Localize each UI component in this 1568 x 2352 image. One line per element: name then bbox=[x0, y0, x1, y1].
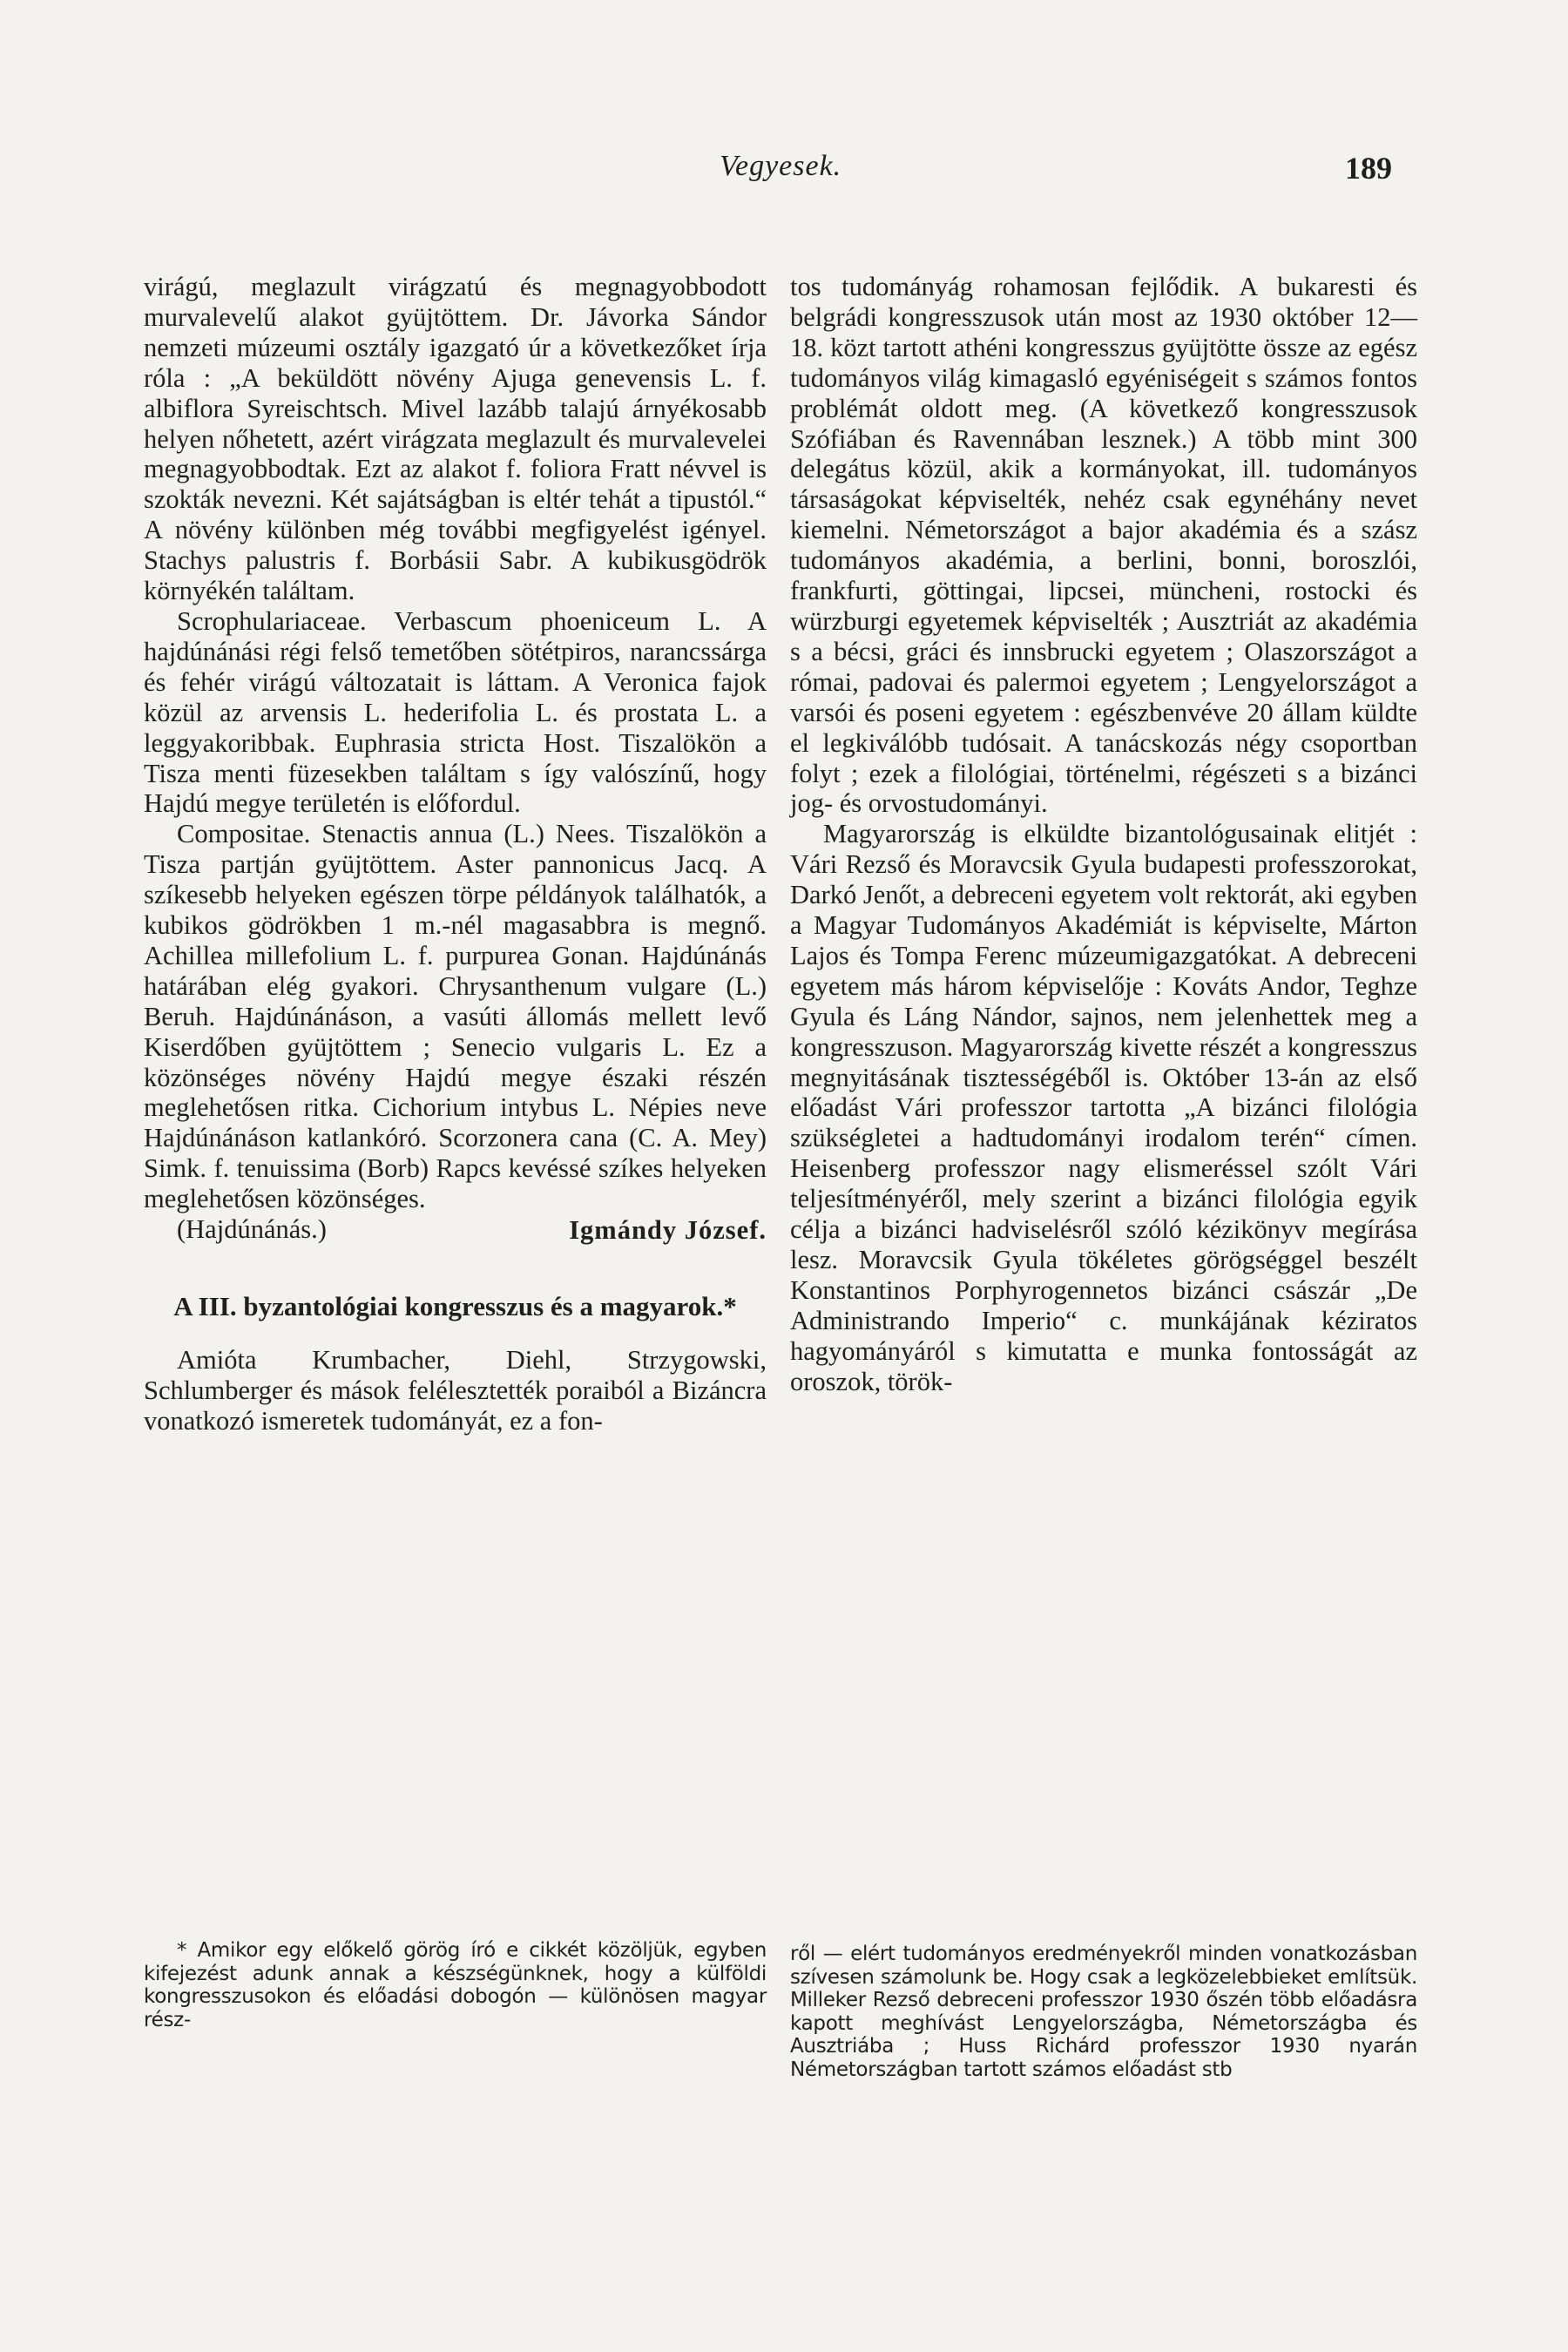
footnote-right-text: ről — elért tudományos eredményekről minden vonatkozásban szívesen számolunk be. Hogy csak a legközelebbieket említsük. Milleker Rezső debreceni professzor 1930 őszén több előadásra kapott meghívást Lengyelországba, Németországba és Ausztriába ; Huss Richárd professzor 1930 nyarán Németországban tartott számos előadást stb bbox=[790, 1943, 1417, 2081]
right-paragraph-1: tos tudományág rohamosan fejlődik. A bukaresti és belgrádi kongresszusok után most az 1930 október 12—18. közt tartott athéni kongresszus gyüjtötte össze az egész tudományos világ kimagasló egyéniségeit s számos fontos problémát oldott meg. (A következő kongresszusok Szófiában és Ravennában lesznek.) A több mint 300 delegátus közül, akik a kormányokat, ill. tudományos társaságokat képviselték, nehéz csak egynéhány nevet kiemelni. Németországot a bajor akadémia és a szász tudományos akadémia, a berlini, bonni, boroszlói, frankfurti, göttingai, lipcsei, müncheni, rostocki és würzburgi egyetemek képviselték ; Ausztriát az akadémia s a bécsi, gráci és innsbrucki egyetem ; Olaszországot a római, padovai és palermoi egyetem ; Lengyelországot a varsói és poseni egyetem : egészbenvéve 20 állam küldte el legkiválóbb tudósait. A tanácskozás négy csoportban folyt ; ezek a filológiai, történelmi, régészeti s a bizánci jog- és orvostudományi. bbox=[790, 272, 1417, 819]
author-signature: Igmándy József. bbox=[569, 1215, 767, 1245]
footnote-left-text: * Amikor egy előkelő görög író e cikkét közöljük, egyben kifejezést adunk annak a készségünknek, hogy a külföldi kongresszusokon és előadási dobogón — különösen magyar rész- bbox=[144, 1939, 767, 2031]
left-paragraph-scrophulariaceae: Scrophulariaceae. Verbascum phoeniceum L. A hajdúnánási régi felső temetőben sötétpiros, narancssárga és fehér virágú változatait is láttam. A Veronica fajok közül az arvensis L. hederifolia L. és prostata L. a leggyakoribbak. Euphrasia stricta Host. Tiszalökön a Tisza menti füzesekben találtam s így valószínű, hogy Hajdú megye területén is előfordul. bbox=[144, 605, 767, 819]
footnote-left bbox=[144, 1939, 767, 2031]
left-paragraph-intro: Amióta Krumbacher, Diehl, Strzygowski, Schlumberger és mások felélesztették poraiból a Bizáncra vonatkozó ismeretek tudományát, ez a fon- bbox=[144, 1344, 767, 1436]
right-paragraph-2: Magyarország is elküldte bizantológusainak elitjét : Vári Rezső és Moravcsik Gyula budapesti professzorokat, Darkó Jenőt, a debreceni egyetem volt rektorát, aki egyben a Magyar Tudományos Akadémiát is képviselte, Márton Lajos és Tompa Ferenc múzeumigazgatókat. A debreceni egyetem más három képviselője : Kováts Andor, Teghze Gyula és Láng Nándor, sajnos, nem jelenhettek meg a kongresszuson. Magyarország kivette részét a kongresszus megnyitásának tisztességéből is. Október 13-án az első előadást Vári professzor tartotta „A bizánci filológia szükségletei a hadtudományi irodalom terén“ címen. Heisenberg professzor nagy elismeréssel szólt Vári teljesítményéről, mely szerint a bizánci filológia egyik célja a bizánci hadviselésről szóló kézikönyv megírása lesz. Moravcsik Gyula tökéletes görögséggel beszélt Konstantinos Porphyrogennetos bizánci császár „De Administrando Imperio“ c. munkájának kéziratos hagyományáról s kimutatta e munka fontosságát az oroszok, török- bbox=[790, 819, 1417, 1396]
article-heading: A III. byzantológiai kongresszus és a magyarok.* bbox=[173, 1290, 737, 1321]
running-head: Vegyesek. bbox=[720, 150, 842, 182]
footnote-right bbox=[790, 1943, 1417, 2081]
right-column bbox=[790, 272, 1417, 1397]
left-column bbox=[144, 272, 767, 1436]
left-paragraph-1: virágú, meglazult virágzatú és megnagyobbodott murvalevelű alakot gyüjtöttem. Dr. Jávorka Sándor nemzeti múzeumi osztály igazgató úr a következőket írja róla : „A beküldött növény Ajuga genevensis L. f. albiflora Syreischtsch. Mivel lazább talajú árnyékosabb helyen nőhetett, azért virágzata meglazult és murvalevelei megnagyobbodtak. Ezt az alakot f. foliora Fratt névvel is szokták nevezni. Két sajátságban is eltér tehát a tipustól.“ A növény különben még további megfigyelést igényel. Stachys palustris f. Borbásii Sabr. A kubikusgödrök környékén találtam. bbox=[144, 272, 767, 606]
page-number: 189 bbox=[1345, 151, 1392, 186]
location-signoff: (Hajdúnánás.) bbox=[177, 1214, 327, 1245]
left-paragraph-compositae: Compositae. Stenactis annua (L.) Nees. Tiszalökön a Tisza partján gyüjtöttem. Aster pannonicus Jacq. A szíkesebb helyeken egészen törpe példányok találhatók, a kubikos gödrökben 1 m.-nél magasabbra is megnő. Achillea millefolium L. f. purpurea Gonan. Hajdúnánás határában elég gyakori. Chrysanthenum vulgare (L.) Beruh. Hajdúnánáson, a vasúti állomás mellett levő Kiserdőben gyüjtöttem ; Senecio vulgaris L. Ez a közönséges növény Hajdú megye északi részén meglehetősen ritka. Cichorium intybus L. Népies neve Hajdúnánáson katlankóró. Scorzonera cana (C. A. Mey) Simk. f. tenuissima (Borb) Rapcs kevéssé szíkes helyeken meglehetősen közönséges. bbox=[144, 819, 767, 1214]
